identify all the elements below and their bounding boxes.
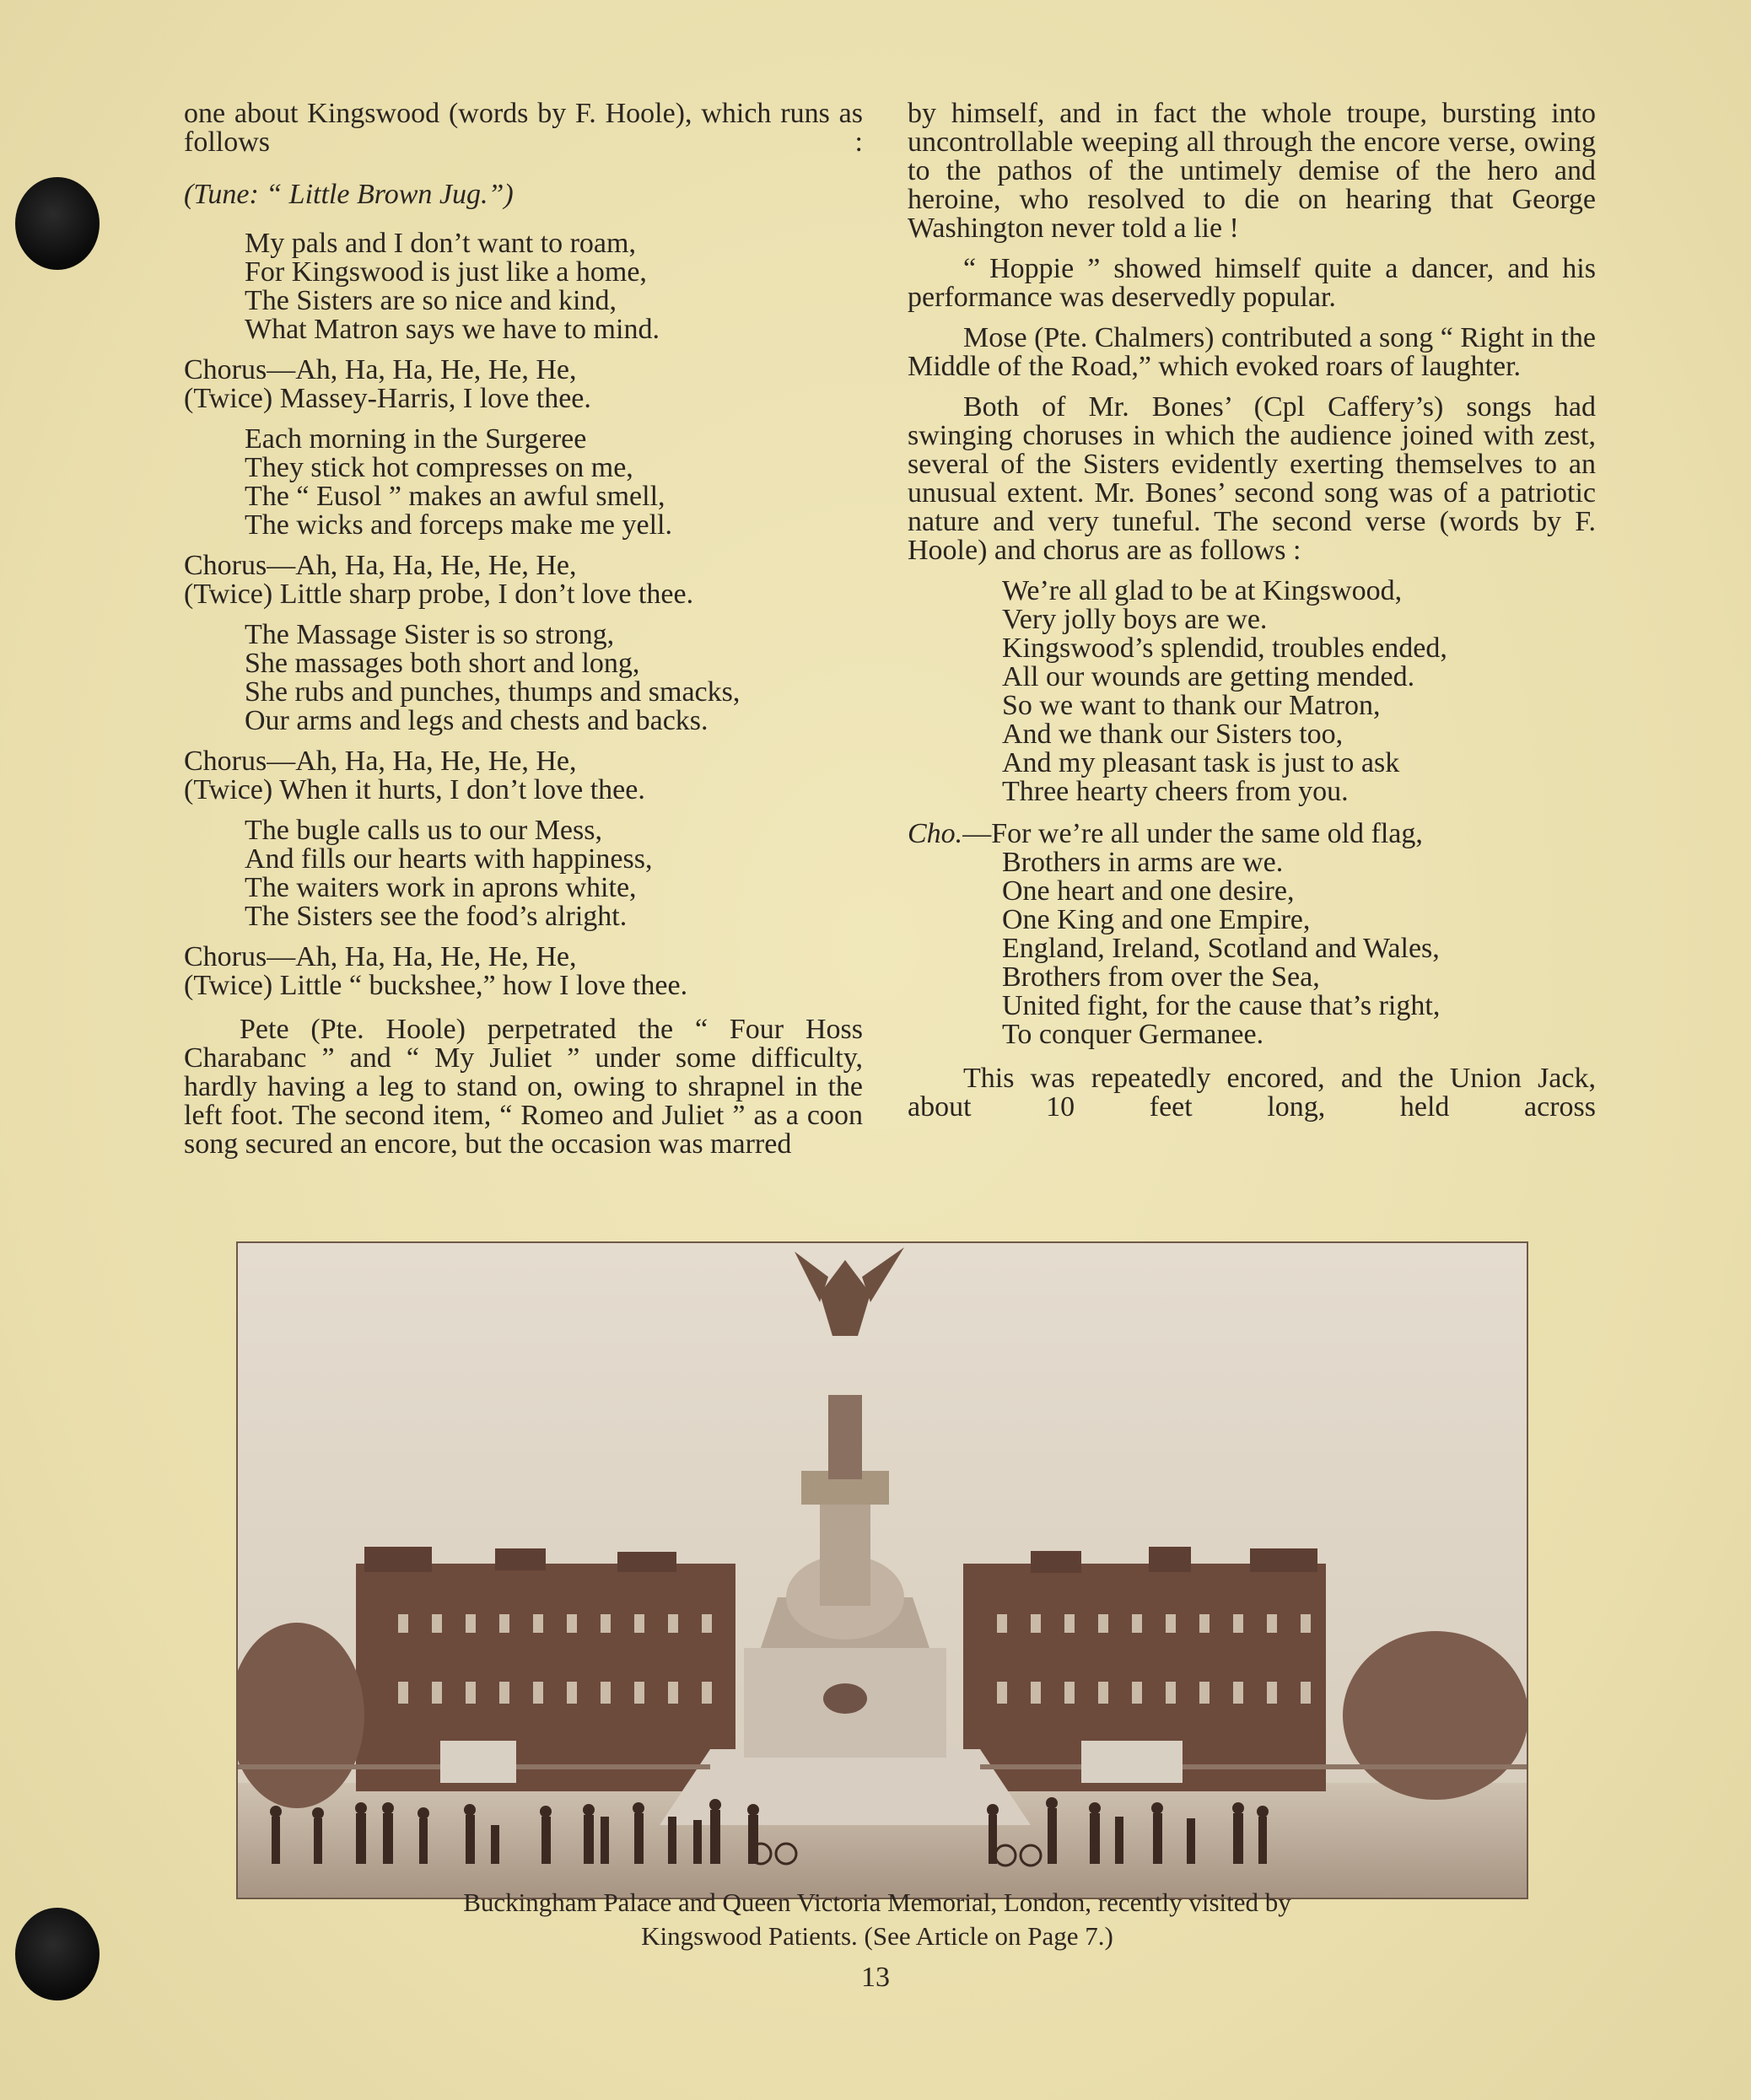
tune-text: (Tune: “ Little Brown Jug.”) — [184, 179, 514, 210]
verse-line: She massages both short and long, — [245, 648, 640, 679]
chorus-line: (Twice) Massey-Harris, I love thee. — [184, 383, 591, 414]
right-column — [908, 100, 1596, 1122]
verse-line: We’re all glad to be at Kingswood, — [1002, 575, 1403, 606]
verse-line: The Massage Sister is so strong, — [245, 619, 615, 650]
photo-caption — [321, 1886, 1434, 1953]
palace-photograph — [236, 1241, 1528, 1899]
chorus-3 — [184, 747, 863, 805]
verse-line: And we thank our Sisters too, — [1002, 719, 1344, 750]
chorus-line: One heart and one desire, — [1002, 875, 1295, 907]
verse-line: The wicks and forceps make me yell. — [245, 509, 672, 541]
paragraph-mose: Mose (Pte. Chalmers) contributed a song “ Right in the Middle of the Road,” which evoked roars of laughter. — [908, 322, 1596, 382]
chorus-line: United fight, for the cause that’s right, — [1002, 990, 1441, 1021]
verse-1 — [184, 229, 863, 344]
chorus-line: Brothers from over the Sea, — [1002, 961, 1320, 993]
chorus-line: Chorus—Ah, Ha, Ha, He, He, He, — [184, 550, 577, 581]
chorus-4 — [184, 943, 863, 1000]
chorus-1 — [184, 356, 863, 413]
paragraph-weeping: by himself, and in fact the whole troupe, bursting into uncontrollable weeping all through the encore verse, owing to the pathos of the untimely demise of the hero and heroine, who resolved to die on hearing that George Washington never told a lie ! — [908, 98, 1596, 244]
intro-paragraph: one about Kingswood (words by F. Hoole), which runs as follows : — [184, 98, 863, 158]
left-column — [184, 100, 863, 1159]
closing-paragraph-left: Pete (Pte. Hoole) perpetrated the “ Four Hoss Charabanc ” and “ My Juliet ” under some difficulty, hardly having a leg to stand on, owing to shrapnel in the left foot. The second item, “ Romeo and Juliet ” as a coon song secured an encore, but the occasion was marred — [184, 1014, 863, 1160]
paragraph-bones: Both of Mr. Bones’ (Cpl Caffery’s) songs had swinging choruses in which the audience joined with zest, several of the Sisters evidently exerting themselves to an unusual extent. Mr. Bones’ second song was of a patriotic nature and very tuneful. The second verse (words by F. Hoole) and chorus are as follows : — [908, 391, 1596, 566]
patriotic-chorus — [908, 820, 1596, 1049]
verse-line: Very jolly boys are we. — [1002, 604, 1268, 635]
verse-2 — [184, 425, 863, 540]
chorus-line — [908, 820, 1596, 848]
chorus-line: Chorus—Ah, Ha, Ha, He, He, He, — [184, 746, 577, 777]
chorus-line: (Twice) Little “ buckshee,” how I love thee. — [184, 970, 688, 1001]
patriotic-verse — [908, 577, 1596, 806]
cho-label: Cho. — [908, 818, 963, 849]
punch-hole-top — [15, 177, 100, 270]
chorus-line: To conquer Germanee. — [1002, 1019, 1264, 1050]
verse-line: All our wounds are getting mended. — [1002, 661, 1415, 692]
chorus-line: Chorus—Ah, Ha, Ha, He, He, He, — [184, 941, 577, 972]
caption-line-1: Buckingham Palace and Queen Victoria Memorial, London, recently visited by — [463, 1887, 1291, 1917]
verse-line: The Sisters see the food’s alright. — [245, 901, 628, 932]
verse-3 — [184, 621, 863, 735]
chorus-line: England, Ireland, Scotland and Wales, — [1002, 933, 1440, 964]
verse-line: So we want to thank our Matron, — [1002, 690, 1381, 721]
paragraph-hoppie: “ Hoppie ” showed himself quite a dancer, and his performance was deservedly popular. — [908, 253, 1596, 313]
verse-line: They stick hot compresses on me, — [245, 452, 633, 483]
verse-line: What Matron says we have to mind. — [245, 314, 660, 345]
verse-4 — [184, 816, 863, 931]
tune-line — [184, 180, 863, 209]
verse-line: And fills our hearts with happiness, — [245, 843, 653, 875]
chorus-text: —For we’re all under the same old flag, — [962, 818, 1423, 849]
chorus-line: (Twice) Little sharp probe, I don’t love thee. — [184, 579, 694, 610]
verse-line: The bugle calls us to our Mess, — [245, 815, 602, 846]
verse-line: Three hearty cheers from you. — [1002, 776, 1349, 807]
verse-line: Each morning in the Surgeree — [245, 423, 587, 455]
verse-line: For Kingswood is just like a home, — [245, 256, 647, 288]
verse-line: The Sisters are so nice and kind, — [245, 285, 617, 316]
verse-line: My pals and I don’t want to roam, — [245, 228, 636, 259]
verse-line: And my pleasant task is just to ask — [1002, 747, 1400, 778]
verse-line: The “ Eusol ” makes an awful smell, — [245, 481, 665, 512]
chorus-line: (Twice) When it hurts, I don’t love thee. — [184, 774, 645, 805]
chorus-line: Brothers in arms are we. — [1002, 847, 1284, 878]
verse-line: She rubs and punches, thumps and smacks, — [245, 676, 741, 708]
closing-paragraph-right: This was repeatedly encored, and the Union Jack, about 10 feet long, held across — [908, 1063, 1596, 1123]
chorus-line: Chorus—Ah, Ha, Ha, He, He, He, — [184, 354, 577, 385]
verse-line: Kingswood’s splendid, troubles ended, — [1002, 633, 1447, 664]
palace-memorial-illustration — [238, 1243, 1527, 1898]
verse-line: Our arms and legs and chests and backs. — [245, 705, 708, 736]
chorus-line: One King and one Empire, — [1002, 904, 1311, 935]
page-number: 13 — [861, 1962, 890, 1993]
chorus-2 — [184, 552, 863, 609]
verse-line: The waiters work in aprons white, — [245, 872, 637, 903]
caption-line-2: Kingswood Patients. (See Article on Page 7.) — [641, 1921, 1113, 1951]
